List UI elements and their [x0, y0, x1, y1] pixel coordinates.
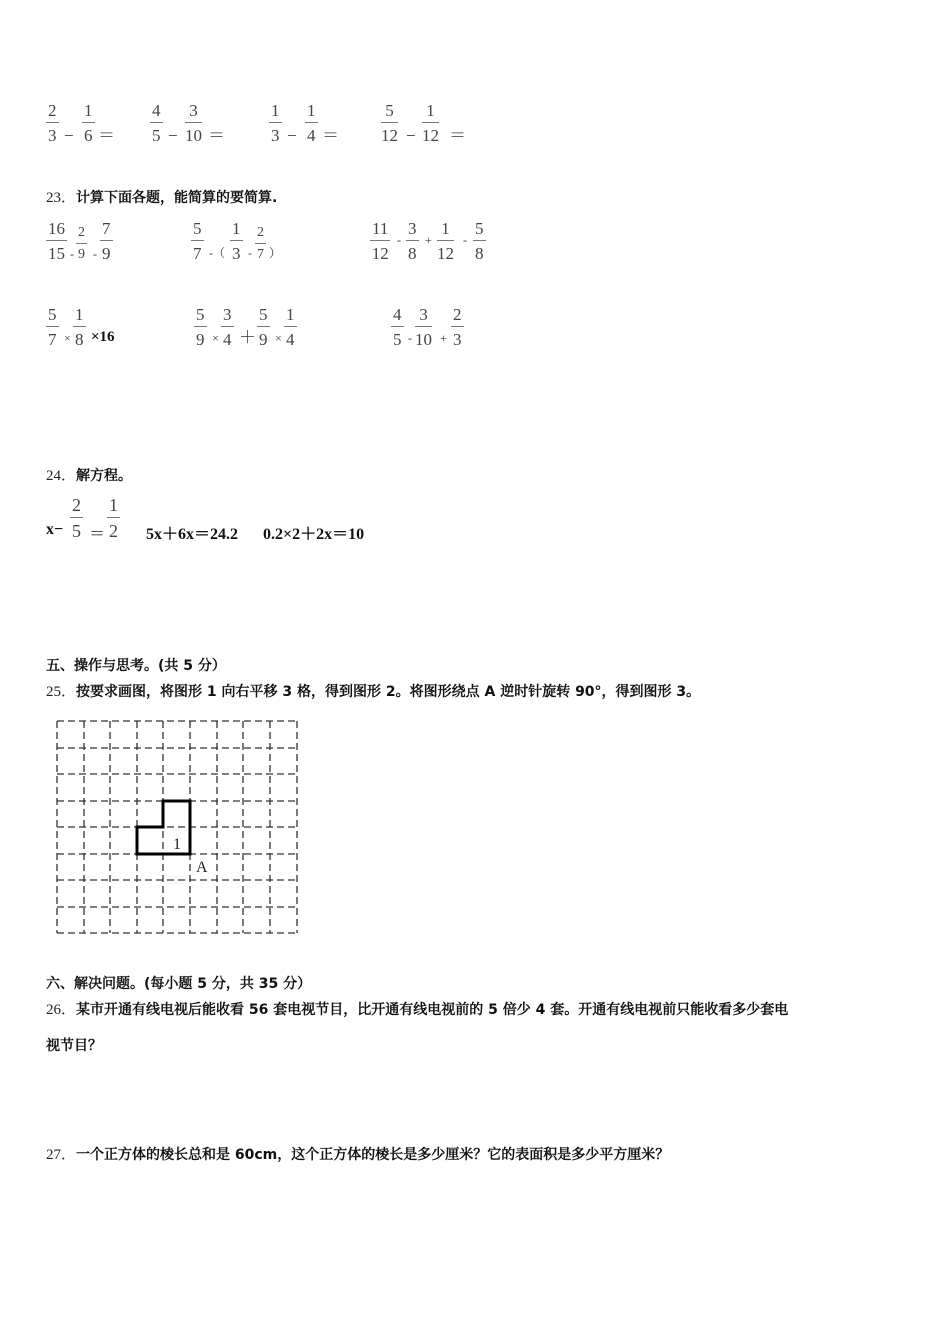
fraction: $\frac{3}{8}$	[408, 219, 417, 263]
question-number: 25．	[46, 684, 77, 700]
grid-lines	[57, 721, 297, 933]
fraction: $\frac{11}{12}$	[371, 219, 389, 263]
operator: -（	[209, 246, 225, 260]
operator: ＋	[239, 328, 256, 347]
question-number: 24．	[46, 468, 77, 484]
section-5-title: 五、操作与思考。(共 5 分）	[46, 658, 226, 674]
question-27	[46, 1143, 669, 1164]
equation-text: x−	[46, 521, 64, 538]
question-text: 解方程。	[76, 468, 133, 484]
operator: -	[397, 233, 401, 247]
fraction: $\frac{1}{3}$	[232, 219, 241, 263]
equals-sign: ＝	[208, 126, 225, 145]
question-number: 27．	[46, 1147, 77, 1163]
operator: -	[463, 233, 467, 247]
question-number: 23．	[46, 190, 77, 206]
fraction: $\frac{2}{3}$	[48, 101, 57, 145]
question-24-heading	[46, 464, 132, 485]
fraction: $\frac{5}{12}$	[381, 101, 398, 145]
fraction: $\frac{2}{7}$	[257, 225, 264, 262]
question-number: 26．	[46, 1002, 77, 1018]
q24-equation-3: 0.2×2＋2x＝10	[263, 526, 365, 543]
operator: -	[248, 246, 252, 260]
question-text: 计算下面各题，能简算的要简算.	[76, 190, 278, 206]
fraction: $\frac{1}{4}$	[286, 305, 295, 349]
operator: ×	[275, 331, 282, 345]
operator: −	[287, 126, 297, 145]
operator: ×16	[91, 329, 115, 345]
operator: ）	[269, 246, 282, 260]
q24-equation-2: 5x＋6x＝24.2	[146, 526, 239, 543]
question-26-line2: 视节目？	[46, 1038, 102, 1054]
question-text: 某市开通有线电视后能收看 56 套电视节目，比开通有线电视前的 5 倍少 4 套。开通有线电视前只能收看多少套电	[76, 1002, 789, 1018]
fraction: $\frac{1}{12}$	[422, 101, 439, 145]
fraction: $\frac{5}{7}$	[193, 219, 202, 263]
fraction: $\frac{1}{4}$	[307, 101, 316, 145]
question-text: 按要求画图，将图形 1 向右平移 3 格，得到图形 2。将图形绕点 A 逆时针旋转 90°，得到图形 3。	[76, 684, 701, 700]
question-25-heading	[46, 680, 700, 701]
shape-label: 1	[173, 836, 181, 853]
fraction: $\frac{3}{4}$	[223, 305, 232, 349]
fraction: $\frac{1}{3}$	[271, 101, 280, 145]
fraction: $\frac{2}{3}$	[453, 305, 462, 349]
section-6-title: 六、解决问题。(每小题 5 分，共 35 分）	[46, 976, 312, 992]
operator: ×	[64, 331, 71, 345]
operator: −	[168, 126, 178, 145]
fraction: $\frac{3}{10}$	[185, 101, 202, 145]
fraction: $\frac{7}{9}$	[102, 219, 111, 263]
point-a-label: A	[196, 859, 208, 876]
fraction: $\frac{4}{5}$	[152, 101, 161, 145]
fraction: $\frac{2}{9}$	[78, 225, 85, 262]
equals-sign: ＝	[89, 526, 106, 543]
fraction: $\frac{5}{9}$	[259, 305, 268, 349]
fraction: $\frac{2}{5}$	[72, 495, 81, 541]
question-23-heading	[46, 186, 277, 207]
fraction: $\frac{3}{10}$	[415, 305, 432, 349]
operator: -	[93, 247, 97, 261]
operator: +	[440, 331, 447, 345]
operator: -	[70, 247, 74, 261]
operator: ×	[212, 331, 219, 345]
fraction: $\frac{5}{9}$	[196, 305, 205, 349]
equals-sign: ＝	[98, 126, 115, 145]
equals-sign: ＝	[449, 126, 466, 145]
operator: −	[64, 126, 74, 145]
fraction: $\frac{1}{2}$	[109, 495, 118, 541]
operator: -	[408, 331, 412, 345]
fraction: $\frac{16}{15}$	[48, 219, 65, 263]
fraction: $\frac{1}{6}$	[84, 101, 93, 145]
question-26-line1	[46, 998, 788, 1019]
operator: −	[406, 126, 416, 145]
fraction: $\frac{5}{8}$	[475, 219, 484, 263]
fraction: $\frac{5}{7}$	[48, 305, 57, 349]
fraction: $\frac{4}{5}$	[393, 305, 402, 349]
question-text: 一个正方体的棱长总和是 60cm，这个正方体的棱长是多少厘米？它的表面积是多少平方厘米？	[76, 1147, 670, 1163]
fraction: $\frac{1}{8}$	[75, 305, 84, 349]
dashed-grid-figure	[52, 716, 304, 940]
equals-sign: ＝	[322, 126, 339, 145]
operator: +	[425, 233, 432, 247]
fraction: $\frac{1}{12}$	[437, 219, 454, 263]
